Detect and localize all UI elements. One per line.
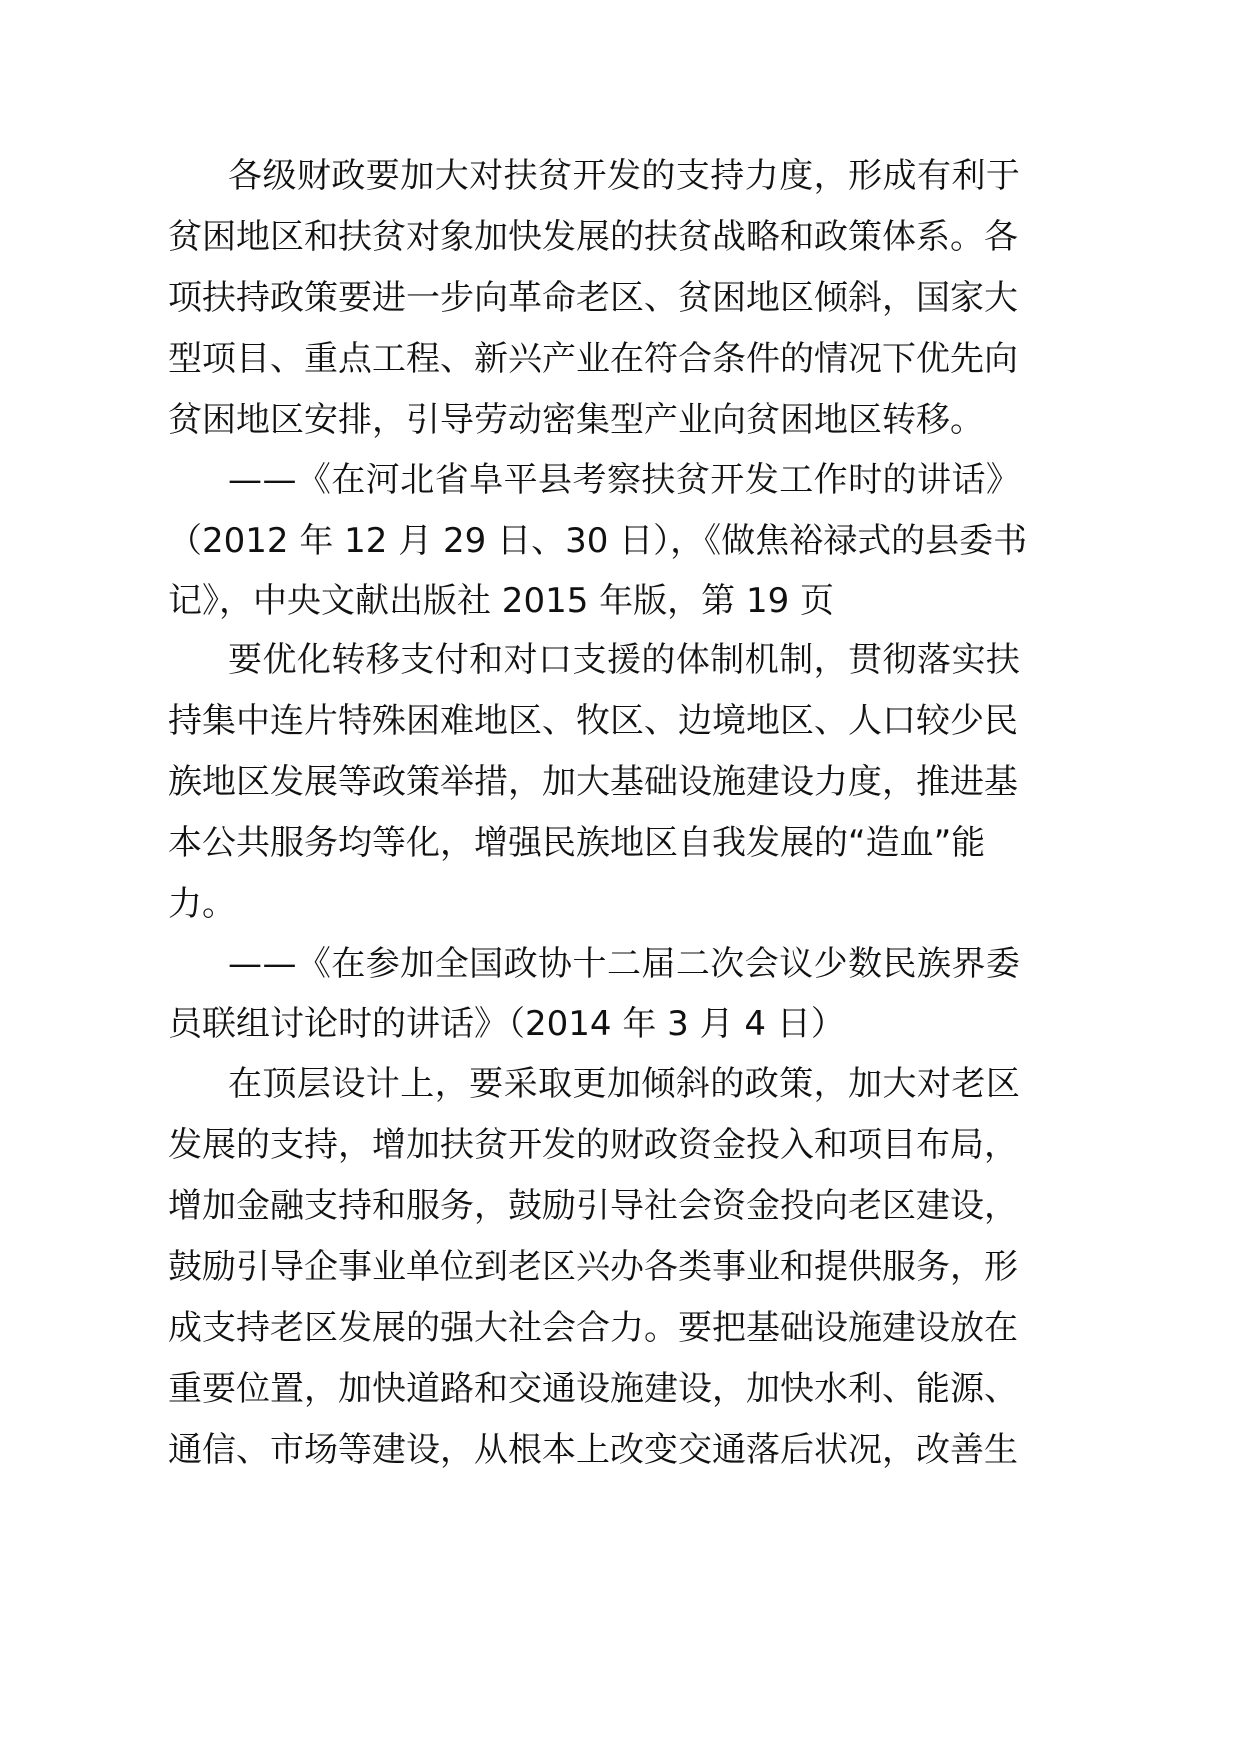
paragraph-3-line-1: 在顶层设计上，要采取更加倾斜的政策，加大对老区	[228, 1064, 1021, 1104]
citation-1-line-2: （2012 年 12 月 29 日、30 日），《做焦裕禄式的县委书	[168, 521, 1028, 561]
citation-1-line-1: ——《在河北省阜平县考察扶贫开发工作时的讲话》	[228, 460, 1021, 500]
paragraph-2-line-5: 力。	[168, 884, 236, 924]
paragraph-3-line-7: 通信、市场等建设，从根本上改变交通落后状况，改善生	[168, 1430, 1018, 1470]
paragraph-3-line-2: 发展的支持，增加扶贫开发的财政资金投入和项目布局，	[168, 1125, 1018, 1165]
paragraph-2-line-1: 要优化转移支付和对口支援的体制机制，贯彻落实扶	[228, 640, 1021, 680]
paragraph-3-line-4: 鼓励引导企事业单位到老区兴办各类事业和提供服务，形	[168, 1247, 1018, 1287]
paragraph-1-line-3: 项扶持政策要进一步向革命老区、贫困地区倾斜，国家大	[168, 278, 1018, 318]
paragraph-1-line-4: 型项目、重点工程、新兴产业在符合条件的情况下优先向	[168, 339, 1018, 379]
paragraph-1-line-1: 各级财政要加大对扶贫开发的支持力度，形成有利于	[228, 156, 1021, 196]
citation-1-line-3: 记》，中央文献出版社 2015 年版，第 19 页	[168, 581, 835, 621]
paragraph-3-line-5: 成支持老区发展的强大社会合力。要把基础设施建设放在	[168, 1308, 1018, 1348]
paragraph-3-line-6: 重要位置，加快道路和交通设施建设，加快水利、能源、	[168, 1369, 1018, 1409]
paragraph-2-line-2: 持集中连片特殊困难地区、牧区、边境地区、人口较少民	[168, 701, 1018, 741]
citation-2-line-1: ——《在参加全国政协十二届二次会议少数民族界委	[228, 944, 1021, 984]
paragraph-2-line-3: 族地区发展等政策举措，加大基础设施建设力度，推进基	[168, 762, 1018, 802]
citation-2-line-2: 员联组讨论时的讲话》（2014 年 3 月 4 日）	[168, 1004, 845, 1044]
paragraph-1-line-5: 贫困地区安排，引导劳动密集型产业向贫困地区转移。	[168, 400, 984, 440]
paragraph-1-line-2: 贫困地区和扶贫对象加快发展的扶贫战略和政策体系。各	[168, 217, 1018, 257]
paragraph-3-line-3: 增加金融支持和服务，鼓励引导社会资金投向老区建设，	[168, 1186, 1018, 1226]
paragraph-2-line-4: 本公共服务均等化，增强民族地区自我发展的“造血”能	[168, 823, 986, 863]
